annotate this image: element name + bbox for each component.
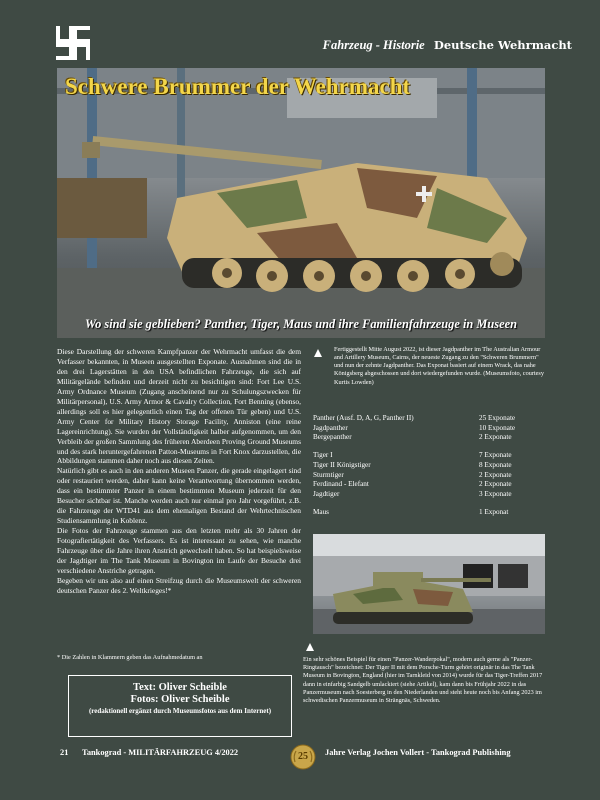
exhibit-list	[313, 414, 545, 518]
exhibit-name: Ferdinand - Elefant	[313, 480, 369, 489]
exhibit-count: 2 Exponate	[479, 470, 512, 479]
exhibit-count: 7 Exponate	[479, 451, 512, 460]
exhibit-name: Bergepanther	[313, 433, 352, 442]
exhibit-count: 2 Exponate	[479, 480, 512, 489]
exhibit-row	[313, 414, 545, 424]
exhibit-row	[313, 508, 545, 518]
exhibit-row	[313, 424, 545, 434]
publisher-name: Jahre Verlag Jochen Vollert - Tankograd Publishing	[325, 748, 511, 757]
section-category: Deutsche Wehrmacht	[433, 38, 572, 52]
exhibit-row	[313, 433, 545, 443]
credit-photos: Fotos: Oliver Scheible	[130, 694, 230, 705]
exhibit-count: 3 Exponate	[479, 489, 512, 498]
exhibit-count: 10 Exponate	[479, 423, 516, 432]
exhibit-name: Panther (Ausf. D, A, G, Panther II)	[313, 414, 414, 422]
exhibit-count: 1 Exponat	[479, 507, 509, 516]
credit-note: (redaktionell ergänzt durch Museumsfotos aus dem Internet)	[88, 707, 272, 715]
credit-text: Text: Oliver Scheible	[133, 682, 227, 693]
exhibit-row	[313, 451, 545, 461]
exhibit-row	[313, 461, 545, 471]
triangle-pointer-icon	[314, 349, 322, 357]
section-header	[323, 38, 572, 53]
body-paragraph: Diese Darstellung der schweren Kampfpanzer der Wehrmacht umfasst die dem Verfasser bekannten, in Museen ausgestellten Exponate. Ausnahmen sind die in den drei Lagerstätten in den USA befindlichen Fahrzeuge, die sich auf Militärgelände befinden und derzeit nicht zu besichtigen sind: Fort Lee U.S. Army Ordnance Museum (Zugang anscheinend nur zu Schulungszwecken für Militärpersonal), U.S. Army Armor & Cavalry Collection, Fort Benning (ebenso, allerdings soll es hier gelegentlich einen Tag der offenen Tür geben) und U.S. Army Center for Military History Storage Facility, Anniston (eine reine Lagereinrichtung). Sie wurden der Vollständigkeit halber aufgenommen, um den Verbleib der großen Sammlung des früheren Aberdeen Proving Ground Museums und des stark heruntergefahrenen Patton-Museums in Fort Knox darzustellen, die Abbildungen stammen daher noch aus diesen Zeiten.	[57, 347, 301, 466]
exhibit-name: Tiger I	[313, 451, 333, 460]
exhibit-count: 2 Exponate	[479, 433, 512, 442]
balkenkreuz-icon	[56, 26, 90, 60]
exhibit-name: Jagdpanther	[313, 423, 348, 432]
photo-caption-bottom: Ein sehr schönes Beispiel für einen "Panzer-Wanderpokal", modern auch gerne als "Panzer-Ringtausch" bezeichnet: Der Tiger II mit dem Porsche-Turm gehört originär in das The Tank Museum in Bovington, England (hier im Tarnkleid von 2014) wurde für das Tiger-Treffen 2017 dann in einfarbig Sandgelb umlackiert (siehe Artikel), kam dann bis Frühjahr 2022 in das Panzermuseum nach Soesterberg in den Niederlanden und steht heute noch bis Anfang 2023 im schwedischen Panzermuseum in Strängnäs, Schweden.	[303, 656, 543, 705]
publication-name: Tankograd - MILITÄRFAHRZEUG 4/2022	[82, 748, 239, 757]
hero-photo	[57, 68, 545, 338]
exhibit-name: Maus	[313, 507, 329, 516]
anniversary-number: 25	[298, 751, 308, 762]
tiger-ii-photo	[313, 534, 545, 634]
exhibit-row	[313, 480, 545, 490]
jagdpanther-illustration	[57, 68, 545, 338]
body-paragraph: Natürlich gibt es auch in den anderen Museen Panzer, die gerade eingelagert sind oder restauriert werden, daher kann keine Verantwortung übernommen werden, dass ein bestimmter Panzer in einem bestimmten Museum jederzeit für den Besucher sichtbar ist. Manche werden auch nur einmal pro Jahr vorgeführt, z.B. die Fahrzeuge der WTD41 aus dem ehemaligen Bestand der Wehrtechnischen Studiensammlung in Koblenz.	[57, 466, 301, 526]
tiger-ii-illustration	[313, 534, 545, 634]
exhibit-count: 25 Exponate	[479, 414, 516, 422]
page-number: 21	[60, 748, 69, 757]
exhibit-name: Tiger II Königstiger	[313, 460, 371, 469]
body-text	[57, 347, 301, 596]
article-subtitle: Wo sind sie geblieben? Panther, Tiger, Maus und ihre Familienfahrzeuge in Museen	[84, 317, 517, 331]
exhibit-name: Jagdtiger	[313, 489, 340, 498]
body-paragraph: Begeben wir uns also auf einen Streifzug durch die Museumswelt der schweren deutschen Panzer des 2. Weltkrieges!*	[57, 575, 301, 595]
exhibit-row	[313, 471, 545, 481]
exhibit-row	[313, 490, 545, 500]
body-paragraph: Die Fotos der Fahrzeuge stammen aus den letzten mehr als 30 Jahren der Fotografiertätigkeit des Verfassers. Es ist interessant zu sehen, wie manche Fahrzeuge über die Jahre ihren Anstrich gewechselt haben. So hat beispielsweise der Jagdtiger im The Tank Museum in Bovington im Laufe der Besuche drei verschiedene Anstriche getragen.	[57, 526, 301, 575]
article-title: Schwere Brummer der Wehrmacht	[65, 74, 411, 99]
section-title: Fahrzeug - Historie	[322, 38, 425, 52]
exhibit-count: 8 Exponate	[479, 460, 512, 469]
anniversary-laurel-badge-icon	[290, 744, 316, 770]
credits-box	[68, 675, 292, 737]
footnote: * Die Zahlen in Klammern geben das Aufnahmedatum an	[57, 654, 203, 661]
photo-caption-top: Fertiggestellt Mitte August 2022, ist dieser Jagdpanther im The Australian Armour and Artillery Museum, Cairns, der neueste Zugang zu den "Schweren Brummern" und nun der zehnte Jagdpanther. Das Exponat basiert auf einem Wrack, das nahe Königsberg abgeschossen und dort wiedergefunden wurde. (Museumsfoto, courtesy Kurtis Lowden)	[334, 346, 544, 386]
exhibit-name: Sturmtiger	[313, 470, 344, 479]
triangle-pointer-icon	[306, 643, 314, 651]
